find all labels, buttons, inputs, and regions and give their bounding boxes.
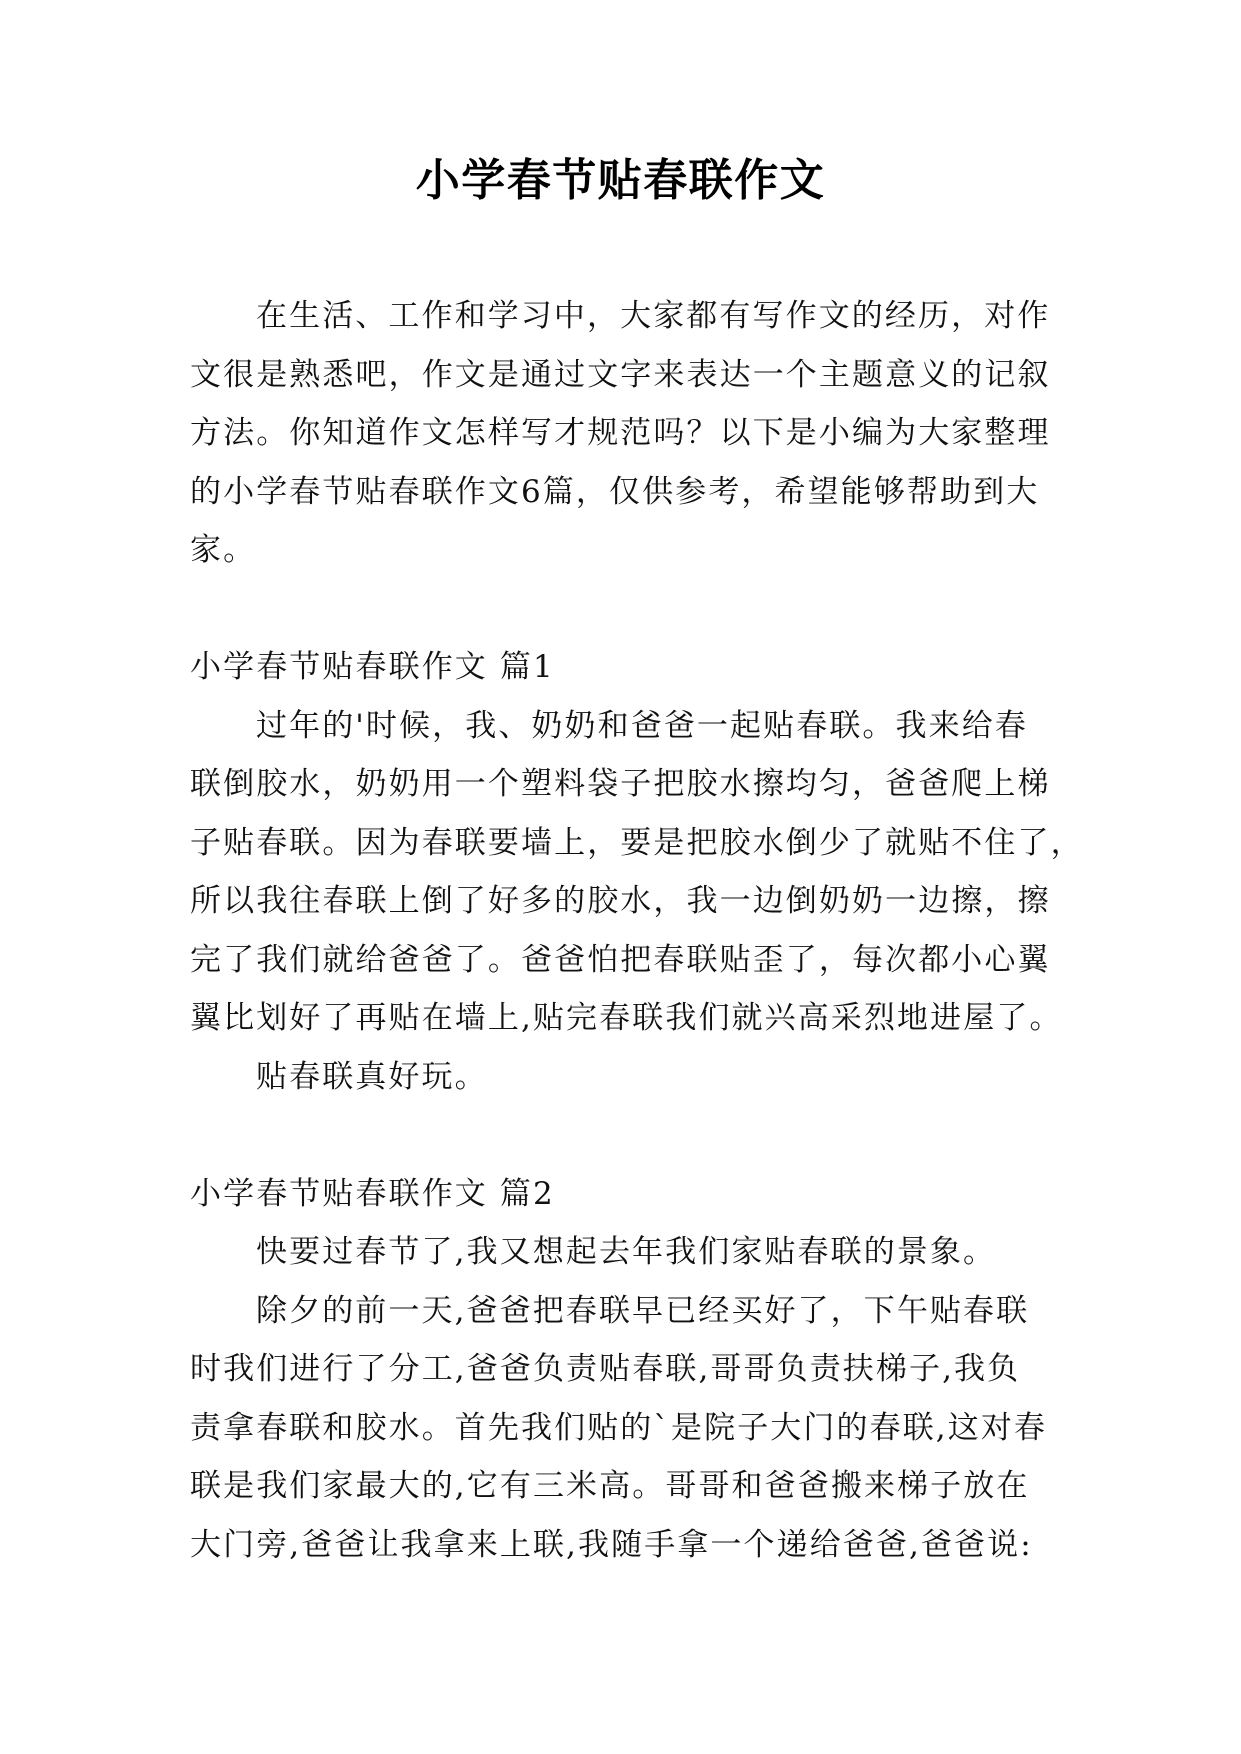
section-paragraph	[190, 1282, 1090, 1575]
text-line: 子贴春联。因为春联要墙上，要是把胶水倒少了就贴不住了，	[190, 824, 1084, 861]
text-line: 完了我们就给爸爸了。爸爸怕把春联贴歪了，每次都小心翼	[190, 941, 1051, 978]
text-line: 家。	[190, 532, 257, 568]
text-line: 时我们进行了分工,爸爸负责贴春联,哥哥负责扶梯子,我负	[190, 1351, 1021, 1387]
text-line: 翼比划好了再贴在墙上,贴完春联我们就兴高采烈地进屋了。	[190, 1000, 1063, 1036]
text-line: 所以我往春联上倒了好多的胶水，我一边倒奶奶一边擦，擦	[190, 883, 1051, 919]
text-line: 快要过春节了,我又想起去年我们家贴春联的景象。	[256, 1234, 997, 1270]
text-line: 除夕的前一天,爸爸把春联早已经买好了，下午贴春联	[256, 1292, 1030, 1329]
blank-line	[190, 1106, 1090, 1165]
document-body	[190, 287, 1090, 1574]
text-line: 在生活、工作和学习中，大家都有写作文的经历，对作	[256, 298, 1051, 334]
text-line: 的小学春节贴春联作文6篇，仅供参考，希望能够帮助到大	[190, 473, 1040, 510]
text-line: 过年的'时候，我、奶奶和爸爸一起贴春联。我来给春	[256, 707, 1028, 744]
section-paragraph	[190, 1223, 1090, 1282]
text-line: 贴春联真好玩。	[256, 1058, 488, 1095]
blank-line	[190, 580, 1090, 639]
text-line: 责拿春联和胶水。首先我们贴的`是院子大门的春联,这对春	[190, 1409, 1048, 1446]
text-line: 联是我们家最大的,它有三米高。哥哥和爸爸搬来梯子放在	[190, 1468, 1030, 1504]
section-paragraph	[190, 697, 1090, 1048]
section-heading: 小学春节贴春联作文 篇2	[190, 1175, 555, 1212]
text-line: 文很是熟悉吧，作文是通过文字来表达一个主题意义的记叙	[190, 356, 1051, 393]
text-line: 方法。你知道作文怎样写才规范吗？以下是小编为大家整理	[190, 415, 1051, 451]
intro-paragraph	[190, 287, 1090, 580]
text-line: 联倒胶水，奶奶用一个塑料袋子把胶水擦均匀，爸爸爬上梯	[190, 766, 1051, 802]
document-title: 小学春节贴春联作文	[415, 155, 826, 206]
section-heading: 小学春节贴春联作文 篇1	[190, 649, 555, 685]
text-line: 大门旁,爸爸让我拿来上联,我随手拿一个递给爸爸,爸爸说:	[190, 1526, 1033, 1563]
section-paragraph	[190, 1048, 1090, 1107]
